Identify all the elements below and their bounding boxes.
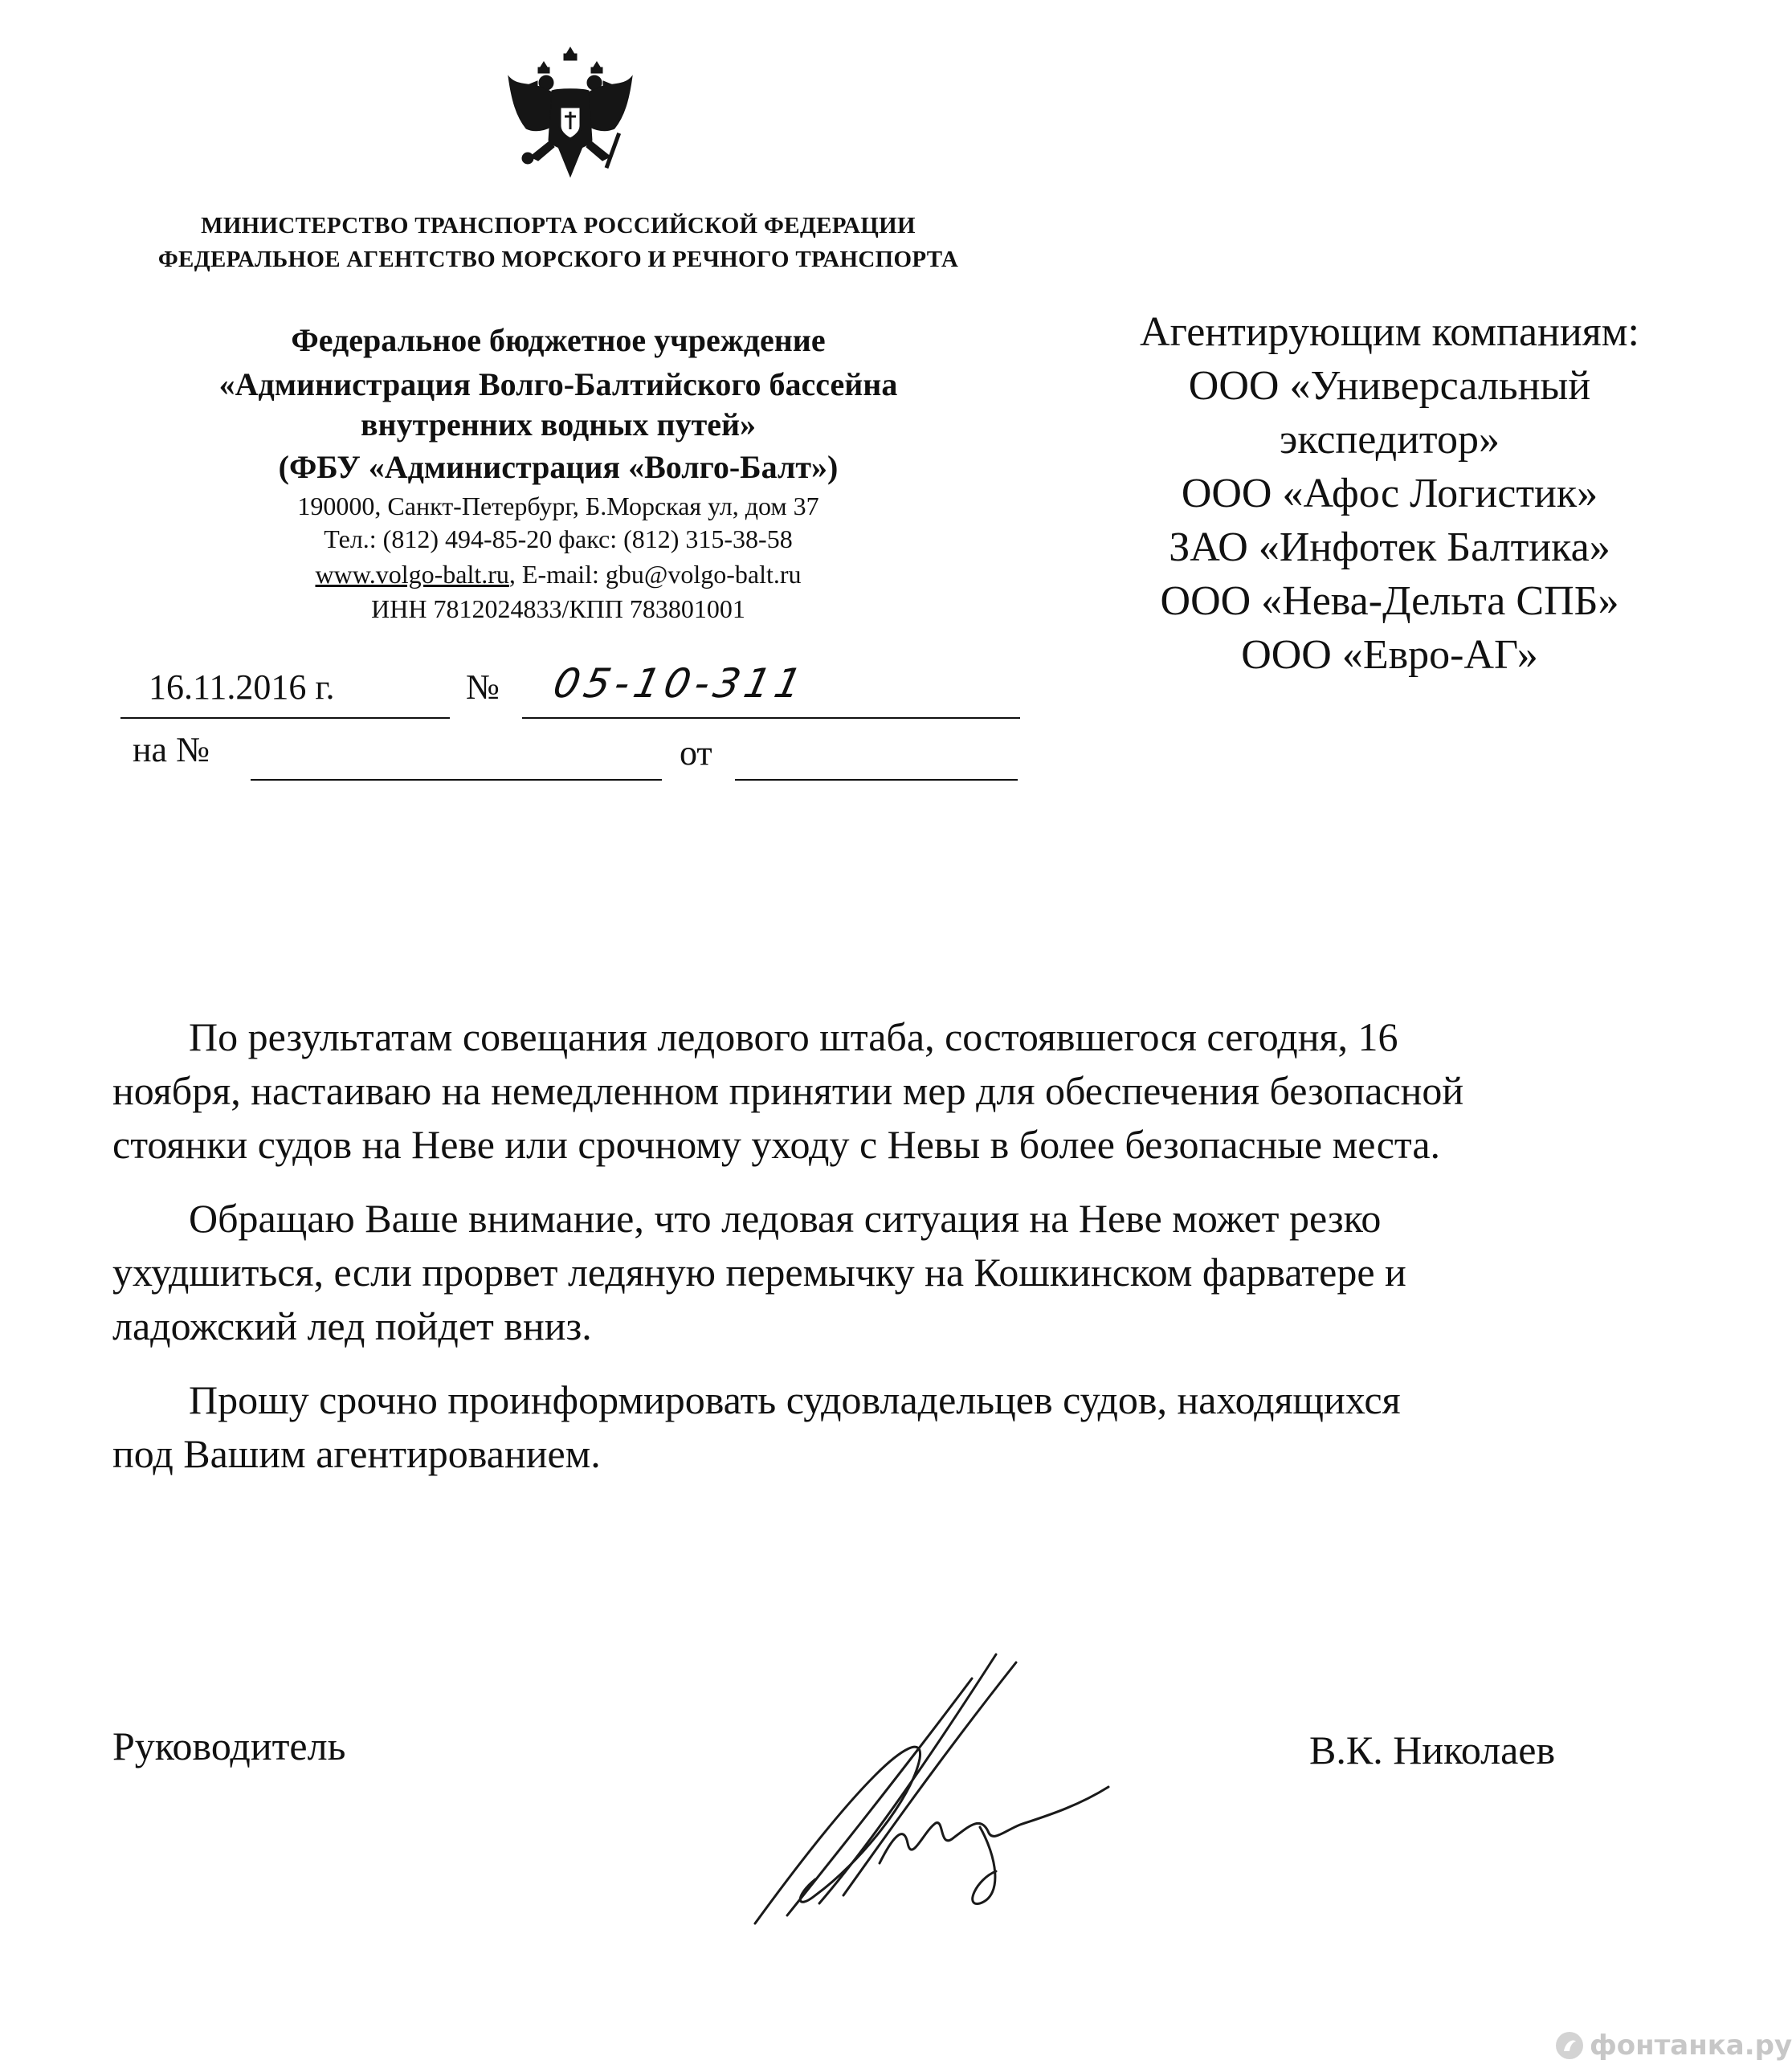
reply-date-line (735, 779, 1018, 781)
recipient-line: ООО «Нева-Дельта СПБ» (1160, 578, 1619, 624)
body-paragraph-1 (112, 1010, 1715, 1172)
letter-date: 16.11.2016 г. (149, 667, 335, 707)
recipients-heading: Агентирующим компаниям: (1140, 309, 1639, 355)
text-line: ноября, настаиваю на немедленном принятии мер для обеспечения безопасной (112, 1068, 1464, 1113)
recipient-line: ООО «Евро-АГ» (1241, 632, 1538, 678)
fontanka-logo-icon (1554, 2030, 1585, 2061)
org-short-name: (ФБУ «Администрация «Волго-Балт») (278, 449, 839, 485)
org-phone: Тел.: (812) 494-85-20 факс: (812) 315-38-58 (324, 524, 793, 553)
signer-name: В.К. Николаев (1309, 1727, 1556, 1772)
number-underline (522, 717, 1020, 719)
org-web-email (145, 560, 972, 589)
signer-title: Руководитель (112, 1723, 346, 1768)
email-text: , E-mail: gbu@volgo-balt.ru (508, 560, 802, 589)
body-paragraph-3 (112, 1373, 1715, 1481)
website-link[interactable]: www.volgo-balt.ru (315, 560, 509, 589)
reply-number-label: на № (133, 730, 210, 769)
text-line: Прошу срочно проинформировать судовладельцев судов, находящихся (189, 1377, 1401, 1422)
org-inn: ИНН 7812024833/КПП 783801001 (371, 594, 745, 623)
text-line: Обращаю Ваше внимание, что ледовая ситуация на Неве может резко (189, 1196, 1382, 1241)
text-line: ладожский лед пойдет вниз. (112, 1303, 592, 1348)
recipients-block (1068, 305, 1711, 682)
body-paragraph-2 (112, 1192, 1715, 1353)
reply-number-line (251, 779, 662, 781)
watermark (1554, 2029, 1792, 2062)
recipient-line: ЗАО «Инфотек Балтика» (1169, 524, 1610, 570)
handwritten-signature-icon (739, 1638, 1189, 1944)
org-address: 190000, Санкт-Петербург, Б.Морская ул, дом 37 (297, 492, 819, 520)
coat-of-arms-icon (502, 44, 639, 189)
date-underline (120, 717, 450, 719)
number-label: № (466, 667, 500, 707)
agency-name: ФЕДЕРАЛЬНОЕ АГЕНТСТВО МОРСКОГО И РЕЧНОГО ТРАНСПОРТА (157, 247, 959, 272)
watermark-text: фонтанка.ру (1590, 2029, 1792, 2062)
recipient-line: ООО «Афос Логистик» (1181, 471, 1598, 516)
reply-from-label: от (680, 733, 712, 773)
text-line: ухудшиться, если прорвет ледяную перемычку на Кошкинском фарватере и (112, 1250, 1406, 1295)
org-name-line2: «Администрация Волго-Балтийского бассейна (218, 366, 898, 402)
org-name-line3: внутренних водных путей» (360, 406, 757, 443)
text-line: По результатам совещания ледового штаба, состоявшегося сегодня, 16 (189, 1014, 1398, 1059)
recipient-line: ООО «Универсальный (1188, 363, 1591, 409)
letter-number: 05-10-311 (549, 660, 810, 707)
org-name-line1: Федеральное бюджетное учреждение (291, 322, 826, 358)
ministry-name: МИНИСТЕРСТВО ТРАНСПОРТА РОССИЙСКОЙ ФЕДЕРАЦИИ (201, 213, 916, 239)
text-line: стоянки судов на Неве или срочному уходу с Невы в более безопасные места. (112, 1122, 1441, 1167)
text-line: под Вашим агентированием. (112, 1431, 601, 1476)
recipient-line: экспедитор» (1280, 417, 1500, 463)
